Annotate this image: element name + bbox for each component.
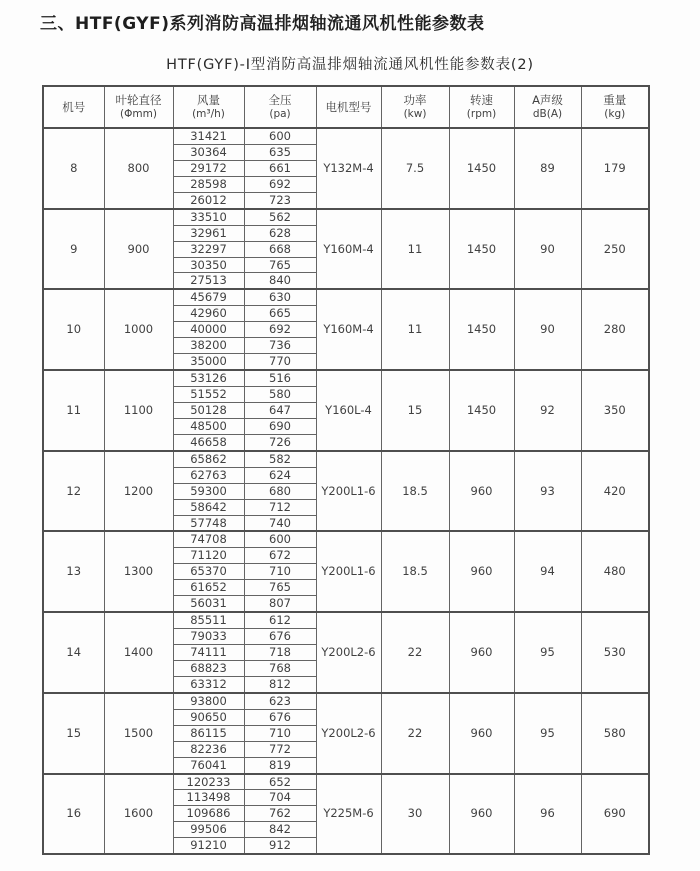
model-no-cell: 8 (43, 128, 104, 209)
weight-cell: 580 (581, 693, 649, 774)
machine-group-row (43, 370, 649, 386)
airflow-cell: 90650 (173, 709, 244, 725)
header-cell-model-no: 机号 (43, 86, 104, 128)
weight-cell: 350 (581, 370, 649, 451)
model-no-cell: 14 (43, 612, 104, 693)
pressure-cell: 692 (244, 322, 316, 338)
speed-cell: 1450 (449, 370, 514, 451)
airflow-cell: 91210 (173, 838, 244, 854)
airflow-cell: 28598 (173, 176, 244, 192)
pressure-cell: 582 (244, 451, 316, 467)
airflow-cell: 57748 (173, 515, 244, 531)
pressure-cell: 762 (244, 806, 316, 822)
power-cell: 11 (381, 289, 449, 370)
speed-cell: 960 (449, 612, 514, 693)
machine-group-row (43, 774, 649, 790)
power-cell: 11 (381, 209, 449, 290)
pressure-cell: 562 (244, 209, 316, 225)
airflow-cell: 26012 (173, 192, 244, 208)
weight-cell: 250 (581, 209, 649, 290)
machine-group-row (43, 612, 649, 628)
motor-model-cell: Y200L2-6 (316, 612, 381, 693)
fan-spec-table (42, 85, 650, 855)
pressure-cell: 812 (244, 676, 316, 692)
header-cell-speed: 转速 (rpm) (449, 86, 514, 128)
machine-group-row (43, 451, 649, 467)
pressure-cell: 600 (244, 531, 316, 547)
airflow-cell: 27513 (173, 273, 244, 289)
pressure-cell: 628 (244, 225, 316, 241)
pressure-cell: 736 (244, 338, 316, 354)
airflow-cell: 42960 (173, 306, 244, 322)
impeller-diameter-cell: 1500 (104, 693, 173, 774)
pressure-cell: 710 (244, 564, 316, 580)
speed-cell: 960 (449, 451, 514, 532)
header-cell-power: 功率 (kw) (381, 86, 449, 128)
motor-model-cell: Y160M-4 (316, 209, 381, 290)
pressure-cell: 516 (244, 370, 316, 386)
airflow-cell: 35000 (173, 354, 244, 370)
airflow-cell: 71120 (173, 548, 244, 564)
airflow-cell: 74708 (173, 531, 244, 547)
speed-cell: 960 (449, 531, 514, 612)
airflow-cell: 45679 (173, 289, 244, 305)
weight-cell: 530 (581, 612, 649, 693)
model-no-cell: 9 (43, 209, 104, 290)
airflow-cell: 63312 (173, 676, 244, 692)
airflow-cell: 74111 (173, 645, 244, 661)
motor-model-cell: Y132M-4 (316, 128, 381, 209)
airflow-cell: 30350 (173, 257, 244, 273)
impeller-diameter-cell: 1600 (104, 774, 173, 855)
power-cell: 22 (381, 612, 449, 693)
pressure-cell: 718 (244, 645, 316, 661)
pressure-cell: 726 (244, 434, 316, 450)
power-cell: 22 (381, 693, 449, 774)
airflow-cell: 109686 (173, 806, 244, 822)
machine-group-row (43, 693, 649, 709)
airflow-cell: 51552 (173, 387, 244, 403)
airflow-cell: 113498 (173, 790, 244, 806)
airflow-cell: 40000 (173, 322, 244, 338)
impeller-diameter-cell: 1100 (104, 370, 173, 451)
weight-cell: 690 (581, 774, 649, 855)
table-subtitle: HTF(GYF)-I型消防高温排烟轴流通风机性能参数表(2) (166, 57, 534, 73)
airflow-cell: 29172 (173, 160, 244, 176)
motor-model-cell: Y200L2-6 (316, 693, 381, 774)
pressure-cell: 661 (244, 160, 316, 176)
airflow-cell: 46658 (173, 434, 244, 450)
machine-group-row (43, 531, 649, 547)
pressure-cell: 624 (244, 467, 316, 483)
pressure-cell: 680 (244, 483, 316, 499)
airflow-cell: 76041 (173, 757, 244, 773)
pressure-cell: 819 (244, 757, 316, 773)
pressure-cell: 768 (244, 660, 316, 676)
airflow-cell: 50128 (173, 402, 244, 418)
power-cell: 18.5 (381, 451, 449, 532)
pressure-cell: 623 (244, 693, 316, 709)
airflow-cell: 38200 (173, 338, 244, 354)
header-cell-impeller-diameter: 叶轮直径 (Φmm) (104, 86, 173, 128)
header-cell-weight: 重量 (kg) (581, 86, 649, 128)
pressure-cell: 772 (244, 741, 316, 757)
weight-cell: 420 (581, 451, 649, 532)
speed-cell: 1450 (449, 209, 514, 290)
noise-level-cell: 90 (514, 209, 581, 290)
pressure-cell: 580 (244, 387, 316, 403)
pressure-cell: 665 (244, 306, 316, 322)
pressure-cell: 770 (244, 354, 316, 370)
impeller-diameter-cell: 1400 (104, 612, 173, 693)
pressure-cell: 676 (244, 709, 316, 725)
pressure-cell: 647 (244, 402, 316, 418)
pressure-cell: 672 (244, 548, 316, 564)
pressure-cell: 807 (244, 596, 316, 612)
machine-group-row (43, 289, 649, 305)
weight-cell: 280 (581, 289, 649, 370)
power-cell: 7.5 (381, 128, 449, 209)
motor-model-cell: Y160L-4 (316, 370, 381, 451)
airflow-cell: 65862 (173, 451, 244, 467)
noise-level-cell: 95 (514, 612, 581, 693)
noise-level-cell: 90 (514, 289, 581, 370)
impeller-diameter-cell: 1300 (104, 531, 173, 612)
model-no-cell: 10 (43, 289, 104, 370)
airflow-cell: 68823 (173, 660, 244, 676)
model-no-cell: 13 (43, 531, 104, 612)
airflow-cell: 48500 (173, 418, 244, 434)
motor-model-cell: Y160M-4 (316, 289, 381, 370)
pressure-cell: 842 (244, 822, 316, 838)
header-cell-pressure: 全压 (pa) (244, 86, 316, 128)
machine-group-row (43, 128, 649, 144)
speed-cell: 1450 (449, 128, 514, 209)
power-cell: 30 (381, 774, 449, 855)
header-cell-noise-level: A声级 dB(A) (514, 86, 581, 128)
motor-model-cell: Y200L1-6 (316, 451, 381, 532)
table-header-row (43, 86, 649, 128)
impeller-diameter-cell: 900 (104, 209, 173, 290)
header-cell-motor-model: 电机型号 (316, 86, 381, 128)
pressure-cell: 630 (244, 289, 316, 305)
airflow-cell: 56031 (173, 596, 244, 612)
speed-cell: 960 (449, 693, 514, 774)
airflow-cell: 99506 (173, 822, 244, 838)
pressure-cell: 740 (244, 515, 316, 531)
impeller-diameter-cell: 1200 (104, 451, 173, 532)
airflow-cell: 30364 (173, 144, 244, 160)
airflow-cell: 33510 (173, 209, 244, 225)
pressure-cell: 676 (244, 629, 316, 645)
airflow-cell: 82236 (173, 741, 244, 757)
pressure-cell: 704 (244, 790, 316, 806)
airflow-cell: 62763 (173, 467, 244, 483)
airflow-cell: 86115 (173, 725, 244, 741)
pressure-cell: 635 (244, 144, 316, 160)
airflow-cell: 32297 (173, 241, 244, 257)
model-no-cell: 15 (43, 693, 104, 774)
pressure-cell: 612 (244, 612, 316, 628)
airflow-cell: 61652 (173, 580, 244, 596)
model-no-cell: 12 (43, 451, 104, 532)
pressure-cell: 652 (244, 774, 316, 790)
impeller-diameter-cell: 1000 (104, 289, 173, 370)
pressure-cell: 840 (244, 273, 316, 289)
document-page (0, 9, 700, 871)
noise-level-cell: 96 (514, 774, 581, 855)
pressure-cell: 710 (244, 725, 316, 741)
pressure-cell: 712 (244, 499, 316, 515)
pressure-cell: 668 (244, 241, 316, 257)
model-no-cell: 16 (43, 774, 104, 855)
power-cell: 15 (381, 370, 449, 451)
airflow-cell: 53126 (173, 370, 244, 386)
weight-cell: 480 (581, 531, 649, 612)
airflow-cell: 120233 (173, 774, 244, 790)
pressure-cell: 690 (244, 418, 316, 434)
noise-level-cell: 93 (514, 451, 581, 532)
airflow-cell: 32961 (173, 225, 244, 241)
airflow-cell: 31421 (173, 128, 244, 144)
power-cell: 18.5 (381, 531, 449, 612)
model-no-cell: 11 (43, 370, 104, 451)
pressure-cell: 723 (244, 192, 316, 208)
pressure-cell: 765 (244, 257, 316, 273)
airflow-cell: 85511 (173, 612, 244, 628)
weight-cell: 179 (581, 128, 649, 209)
speed-cell: 960 (449, 774, 514, 855)
pressure-cell: 600 (244, 128, 316, 144)
pressure-cell: 692 (244, 176, 316, 192)
noise-level-cell: 95 (514, 693, 581, 774)
pressure-cell: 765 (244, 580, 316, 596)
airflow-cell: 79033 (173, 629, 244, 645)
noise-level-cell: 94 (514, 531, 581, 612)
speed-cell: 1450 (449, 289, 514, 370)
impeller-diameter-cell: 800 (104, 128, 173, 209)
page-title: 三、HTF(GYF)系列消防高温排烟轴流通风机性能参数表 (40, 14, 485, 34)
airflow-cell: 59300 (173, 483, 244, 499)
noise-level-cell: 92 (514, 370, 581, 451)
pressure-cell: 912 (244, 838, 316, 854)
motor-model-cell: Y225M-6 (316, 774, 381, 855)
header-cell-airflow: 风量 (m³/h) (173, 86, 244, 128)
airflow-cell: 58642 (173, 499, 244, 515)
airflow-cell: 93800 (173, 693, 244, 709)
airflow-cell: 65370 (173, 564, 244, 580)
noise-level-cell: 89 (514, 128, 581, 209)
motor-model-cell: Y200L1-6 (316, 531, 381, 612)
machine-group-row (43, 209, 649, 225)
